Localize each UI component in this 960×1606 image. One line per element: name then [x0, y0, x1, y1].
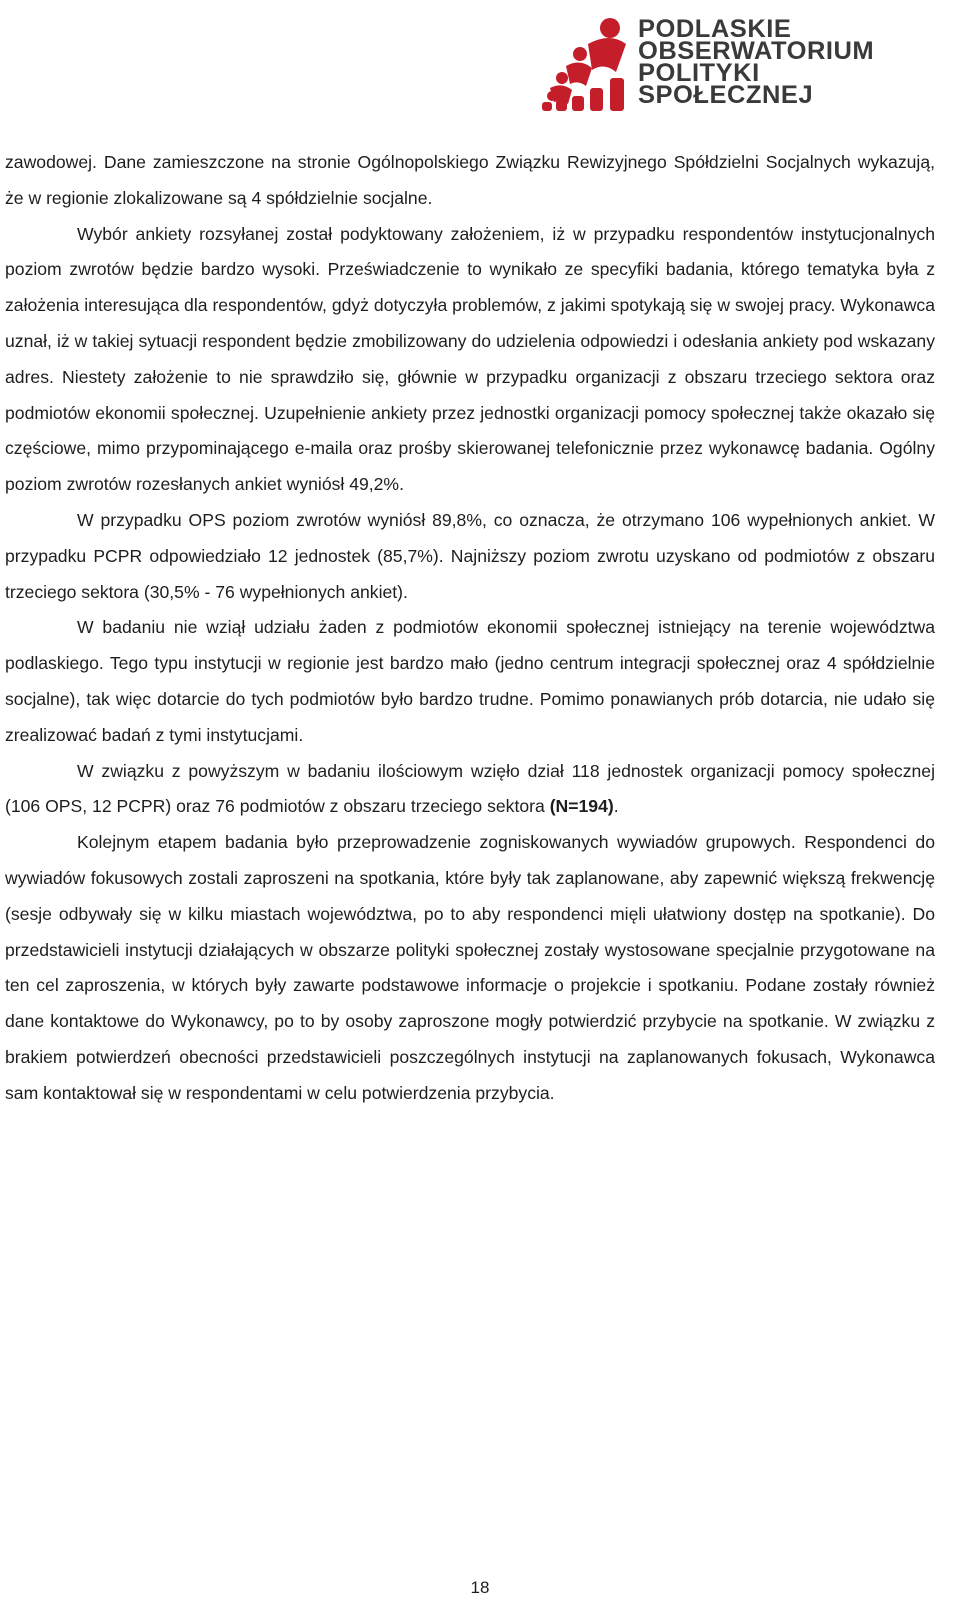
summary-text: W związku z powyższym w badaniu ilościowym wzięło dział 118 jednostek organizacji pomocy społecznej (106 OPS, 12 PCPR) oraz 76 podmiotów z obszaru trzeciego sektora — [5, 760, 935, 817]
logo — [540, 14, 940, 114]
logo-line: POLITYKI — [638, 59, 760, 87]
document-body — [5, 145, 935, 1112]
summary-paragraph — [5, 754, 935, 826]
logo-line: OBSERWATORIUM — [638, 37, 875, 65]
logo-line: PODLASKIE — [638, 15, 792, 43]
sample-size: (N=194) — [549, 796, 614, 817]
logo-line: SPOŁECZNEJ — [638, 81, 814, 109]
logo-figures-icon — [540, 14, 635, 114]
logo-text — [638, 15, 875, 109]
page-number: 18 — [470, 1578, 490, 1597]
paragraph: zawodowej. Dane zamieszczone na stronie Ogólnopolskiego Związku Rewizyjnego Spółdzielni Socjalnych wykazują, że w regionie zlokalizowane są 4 spółdzielnie socjalne. — [5, 152, 935, 208]
summary-end: . — [613, 796, 619, 817]
paragraph: Kolejnym etapem badania było przeprowadzenie zogniskowanych wywiadów grupowych. Respondenci do wywiadów fokusowych zostali zaproszeni na spotkania, które były tak zaplanowane, aby zapewnić większą frekwencję (sesje odbywały się w kilku miastach województwa, po to aby respondenci mięli ułatwiony dostęp na spotkanie). Do przedstawicieli instytucji działających w obszarze polityki społecznej zostały wystosowane specjalnie przygotowane na ten cel zaproszenia, w których były zawarte podstawowe informacje o projekcie i spotkaniu. Podane zostały również dane kontaktowe do Wykonawcy, po to by osoby zaproszone mogły potwierdzić przybycie na spotkanie. W związku z brakiem potwierdzeń obecności przedstawicieli poszczególnych instytucji na zaplanowanych fokusach, Wykonawca sam kontaktował się w respondentami w celu potwierdzenia przybycia. — [5, 832, 935, 1103]
paragraph: W przypadku OPS poziom zwrotów wyniósł 89,8%, co oznacza, że otrzymano 106 wypełnionych ankiet. W przypadku PCPR odpowiedziało 12 jednostek (85,7%). Najniższy poziom zwrotu uzyskano od podmiotów z obszaru trzeciego sektora (30,5% - 76 wypełnionych ankiet). — [5, 509, 935, 602]
paragraph: W badaniu nie wziął udziału żaden z podmiotów ekonomii społecznej istniejący na terenie województwa podlaskiego. Tego typu instytucji w regionie jest bardzo mało (jedno centrum integracji społecznej oraz 4 spółdzielnie socjalne), tak więc dotarcie do tych podmiotów było bardzo trudne. Pomimo ponawianych prób dotarcia, nie udało się zrealizować badań z tymi instytucjami. — [5, 617, 935, 745]
paragraph: Wybór ankiety rozsyłanej został podyktowany założeniem, iż w przypadku respondentów instytucjonalnych poziom zwrotów będzie bardzo wysoki. Przeświadczenie to wynikało ze specyfiki badania, którego tematyka była z założenia interesująca dla respondentów, gdyż dotyczyła problemów, z jakimi spotykają się w swojej pracy. Wykonawca uznał, iż w takiej sytuacji respondent będzie zmobilizowany do udzielenia odpowiedzi i odesłania ankiety pod wskazany adres. Niestety założenie to nie sprawdziło się, głównie w przypadku organizacji z obszaru trzeciego sektora oraz podmiotów ekonomii społecznej. Uzupełnienie ankiety przez jednostki organizacji pomocy społecznej także okazało się częściowe, mimo przypominającego e-maila oraz prośby skierowanej telefonicznie przez wykonawcę badania. Ogólny poziom zwrotów rozesłanych ankiet wyniósł 49,2%. — [5, 223, 935, 495]
